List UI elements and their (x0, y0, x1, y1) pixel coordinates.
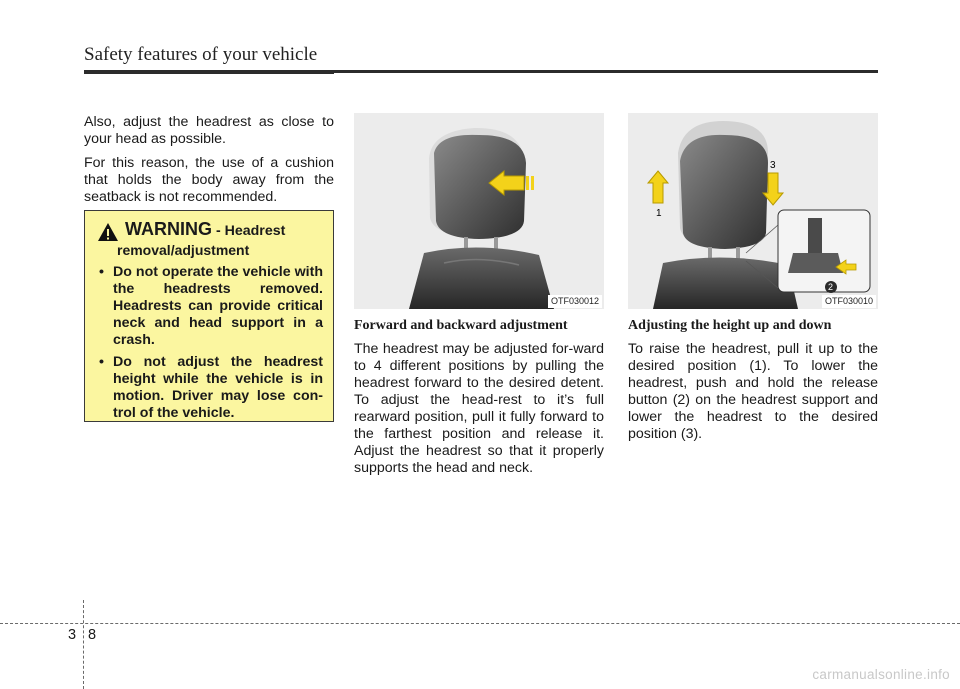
footer-divider (83, 600, 84, 689)
forward-adjustment-section (354, 317, 604, 484)
height-adjustment-section (628, 317, 878, 450)
section-body: The headrest may be adjusted for-ward to 4 different positions by pulling the headrest forward to the desired detent. To adjust the head-rest to it’s full rearward position, pull it fully forward to the farthest position and release it. Adjust the headrest so that it properly supports the head and neck. (354, 341, 604, 476)
warning-header (97, 221, 323, 242)
callout-3: 3 (770, 160, 776, 171)
warning-item: • Do not operate the vehicle with the headrests removed. Headrests can provide critical neck and head support in a crash. (97, 264, 323, 349)
warning-triangle-icon (97, 222, 119, 242)
figure-code: OTF030010 (822, 295, 876, 308)
section-heading: Forward and backward adjustment (354, 318, 568, 333)
intro-paragraph-2: For this reason, the use of a cushion that holds the body away from the seatback is not recommended. (84, 155, 334, 205)
figure-forward-adjustment (354, 113, 604, 309)
page-number: 8 (88, 627, 97, 643)
headrest-height-illustration (628, 113, 878, 309)
warning-item: • Do not adjust the headrest height while the vehicle is in motion. Driver may lose con-trol of the vehicle. (97, 354, 323, 422)
figure-height-adjustment (628, 113, 878, 309)
intro-paragraph-1: Also, adjust the headrest as close to your head as possible. (84, 114, 334, 147)
warning-subtitle-part1: - Headrest (215, 223, 286, 239)
warning-box (84, 210, 334, 422)
chapter-number: 3 (68, 627, 77, 643)
footer-rule (0, 623, 960, 624)
warning-title (125, 221, 285, 239)
callout-1: 1 (656, 208, 662, 219)
headrest-forward-illustration (354, 113, 604, 309)
warning-label: WARNING (125, 219, 212, 239)
warning-subtitle-part2: removal/adjustment (117, 242, 250, 258)
figure-code: OTF030012 (548, 295, 602, 308)
callout-2: 2 (828, 282, 834, 292)
watermark: carmanualsonline.info (812, 667, 950, 682)
intro-column (84, 114, 334, 213)
up-arrow-icon (648, 171, 668, 203)
header-rule-thin (84, 73, 334, 74)
page-header-title: Safety features of your vehicle (84, 44, 318, 65)
warning-list (97, 264, 323, 422)
section-body: To raise the headrest, pull it up to the desired position (1). To lower the headrest, push and hold the release button (2) on the headrest support and lower the headrest to the desired position (3). (628, 341, 878, 442)
section-heading: Adjusting the height up and down (628, 318, 832, 333)
